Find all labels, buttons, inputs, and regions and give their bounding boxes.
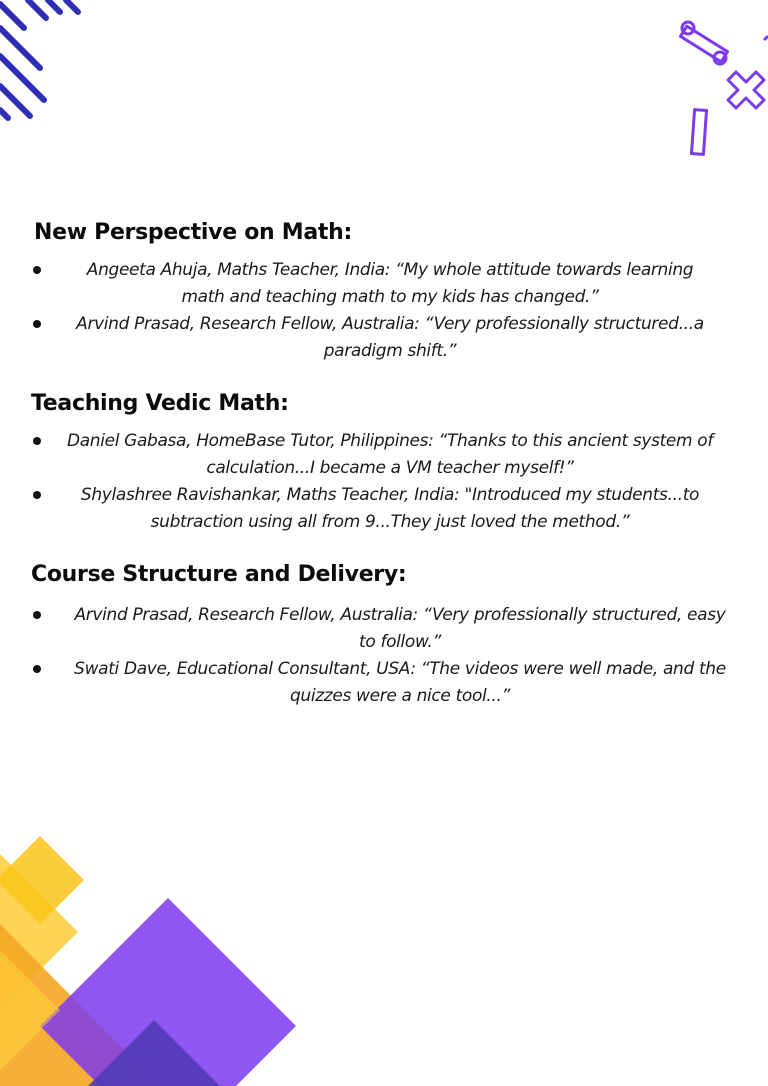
section-heading: Teaching Vedic Math:: [31, 391, 289, 416]
bullet-icon: [33, 611, 41, 619]
list-item: [64, 602, 736, 656]
diagonal-stripes-decoration: [0, 0, 90, 130]
testimonial-list: [64, 257, 716, 365]
testimonial-list: [64, 602, 736, 710]
list-item: [64, 656, 736, 710]
bullet-icon: [33, 491, 41, 499]
testimonial-text: Swati Dave, Educational Consultant, USA: “The videos were well made, and the quizzes were a nice tool...”: [74, 659, 726, 706]
testimonial-text: Angeeta Ahuja, Maths Teacher, India: “My whole attitude towards learning math and teaching math to my kids has changed.”: [86, 260, 694, 307]
bullet-icon: [33, 665, 41, 673]
testimonial-text: Arvind Prasad, Research Fellow, Australia: “Very professionally structured...a paradigm shift.”: [76, 314, 704, 361]
list-item: [64, 428, 716, 482]
testimonial-list: [64, 428, 716, 536]
testimonial-text: Shylashree Ravishankar, Maths Teacher, India: "Introduced my students...to subtraction using all from 9...They just loved the method.”: [80, 485, 700, 532]
bullet-icon: [33, 320, 41, 328]
list-item: [64, 311, 716, 365]
math-symbols-decoration: [670, 10, 768, 160]
testimonial-text: Arvind Prasad, Research Fellow, Australia: “Very professionally structured, easy to follow.”: [74, 605, 726, 652]
list-item: [64, 482, 716, 536]
bullet-icon: [33, 266, 41, 274]
section-heading: Course Structure and Delivery:: [31, 562, 407, 587]
testimonial-text: Daniel Gabasa, HomeBase Tutor, Philippines: “Thanks to this ancient system of calculation...I became a VM teacher myself!”: [67, 431, 713, 478]
bullet-icon: [33, 437, 41, 445]
list-item: [64, 257, 716, 311]
geometric-diamonds-decoration: [0, 830, 310, 1086]
section-heading: New Perspective on Math:: [34, 220, 352, 245]
